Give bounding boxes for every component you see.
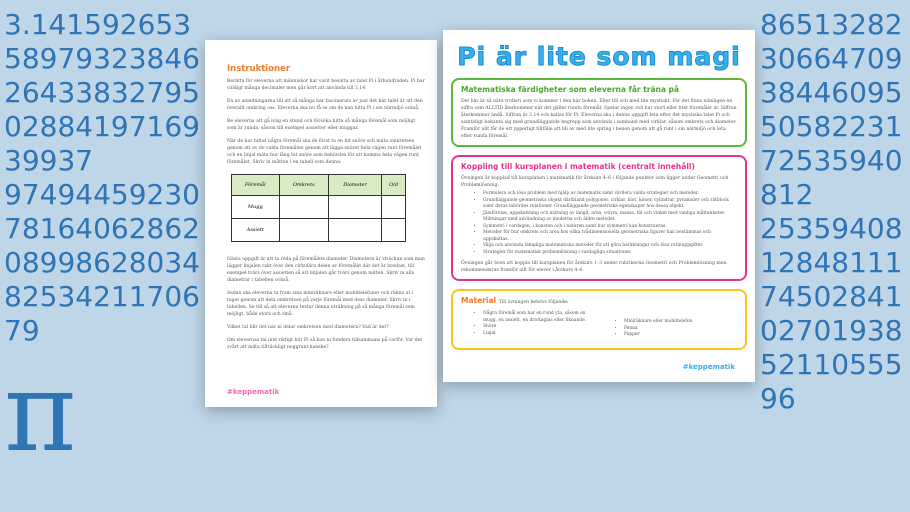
pi-symbol: π: [4, 348, 77, 476]
page-title: Pi är lite som magi: [457, 42, 741, 71]
list-item: • Välja och använda lämpliga matematiska metoder för att göra beräkningar och lösa rutinuppgifter.: [483, 243, 737, 250]
list-item: • Strategier för matematisk problemlösning i vardagliga situationer.: [483, 250, 737, 257]
paragraph: En av anledningarna till att så många har fascinerats av just det här talet är att den överallt omkring oss. Eleverna ska nu få se om de kan hitta Pi i sin närmiljö också.: [227, 99, 423, 111]
table-header: Diameter: [329, 175, 382, 196]
overview-page: [443, 30, 755, 382]
curriculum-intro: Övningen är kopplad till kursplanen i matematik för årskurs 4–6 i följande punkter som ligger under Geometri och Problemlösning:: [461, 176, 729, 188]
table-row: [232, 196, 406, 219]
skills-text: Det här är så nära trolleri som vi kommer i den här boken. Eller till och med lite mystiskt. För det finns nämligen en siffra som ALLTID återkommer när det gäller runda föremål. Spelar ingen roll hur stort eller litet föremålet är. Siffran återkommer ändå. Siffran är 3.14 och kallas för Pi. Eleverna ska i denna uppgift leta efter det mystiska talet Pi och samtidigt bekanta sig med grundläggande begrepp som används i samband med cirklar, såsom omkrets och diameter. Framför allt får de ett ypperligt tillfälle att bli av med lite spring i benen genom att gå runt i sin närmiljö och leta efter runda föremål.: [461, 99, 737, 139]
instructions-heading: Instruktioner: [227, 64, 291, 74]
paragraph: Berätta för eleverna att människor har varit besatta av talet Pi i århundraden. Pi har väldigt många decimaler men går kort att använda till 3,14.: [227, 79, 425, 91]
table-cell: Assiett: [232, 219, 280, 242]
table-cell: [329, 219, 382, 242]
paragraph: När de har hittat några föremål ska de först ta en bit snöre och mäta omkretsen genom att av de valda föremålen genom att lägga snöret hela vägen runt föremålet och en linjal mäta hur lång bit snöre som behövdes för att komma hela vägen runt föremålet. Skriv in måtten i en tabell som denna:: [227, 139, 422, 165]
keppematik-logo: #keppematik: [227, 388, 280, 396]
measurement-table: [231, 174, 406, 242]
material-box: [451, 289, 747, 350]
pi-digits-ring-4: 253594081284811174502841027019385211055596: [760, 212, 903, 415]
table-cell: [279, 196, 328, 219]
material-heading-row: [461, 296, 737, 308]
table-cell: [382, 219, 406, 242]
material-intro: Till övningen behövs följande:: [498, 300, 569, 305]
table-header-row: [232, 175, 406, 196]
table-cell: [329, 196, 382, 219]
material-heading: Material: [461, 296, 497, 305]
list-item: • Formulera och lösa problem med hjälp av matematik samt värdera valda strategier och metoder.: [483, 191, 737, 198]
table-header: O/d: [382, 175, 406, 196]
list-item: • Papper: [624, 332, 737, 339]
skills-heading: Matematiska färdigheter som eleverna får träna på: [461, 85, 679, 94]
list-item: • Metoder för hur omkrets och area hos olika tvådimensionella geometriska figurer kan bestämmas och uppskattas.: [483, 230, 737, 243]
table-cell: Mugg: [232, 196, 280, 219]
table-cell: [279, 219, 328, 242]
pi-digits-ring-1: 3.14159265358979323846264338327950288419716939937: [4, 8, 200, 177]
keppematik-logo: #keppematik: [682, 362, 735, 371]
paragraph: Sedan ska eleverna ta fram sina miniräknare eller mobiltelefoner och räkna ut i taget genom att dela omkretsen på varje föremål med dess diameter. Skriv in i tabellen. Se till så att eleverna testar denna uträkning på så många föremål som möjligt, både stora och små.: [227, 291, 415, 317]
material-lists: [461, 311, 737, 343]
table-row: [232, 219, 406, 242]
list-item: • Jämförelse, uppskattning och mätning av längd, area, volym, massa, tid och vinkel med vanliga måttenheter. Mätningar med användning av moderna och äldre metoder.: [483, 211, 737, 224]
list-item: • Linjal: [483, 331, 596, 338]
material-list-left: [461, 311, 596, 339]
list-item: • Grundläggande geometriska objekt däribland polygoner, cirklar, klot, koner, cylindrar, pyramider och rätblock samt deras inbördes relationer. Grundläggande geometriska egenskaper hos dessa objekt.: [483, 198, 737, 211]
skills-box: [451, 78, 747, 147]
curriculum-heading: Koppling till kursplanen i matematik (centralt innehåll): [461, 162, 695, 171]
table-header: Omkrets: [279, 175, 328, 196]
table-header: Föremål: [232, 175, 280, 196]
material-list-right: [602, 311, 737, 339]
pi-digits-left: [4, 8, 200, 476]
table-cell: [382, 196, 406, 219]
list-item: • Penna: [624, 326, 737, 333]
paragraph: Vilket tal blir det när ni delar omkretsen med diametern? Vad är det?: [227, 325, 389, 330]
instructions-page: [205, 40, 437, 407]
list-item: • Några föremål som har en rund yta, såsom en mugg, en assiett, en drickaglas eller liknande.: [483, 311, 596, 324]
curriculum-outro: Övningen går även att koppla till kursplanen för årskurs 1–3 under rubrikerna Geometri och Problemlösning men rekommenderas framför allt för elever i årskurs 4–6.: [461, 261, 727, 273]
pi-digits-right: [760, 8, 906, 416]
paragraph: Om elevernas tal inte riktigt blir Pi så kan ni fundera tillsammans på varför. Var det svårt att mäta tillräckligt noggrant kanske?: [227, 338, 423, 350]
paragraph: Nästa uppgift är att ta reda på föremålets diameter. Diametern är sträckan som man lägger linjalen rakt över den cirkulära delen av föremålet där det är bredast, till exempel tvärs över assietten så att linjalen går tvärs genom mitten. Skriv in alla diametrar i tabellen också.: [227, 257, 425, 283]
curriculum-box: [451, 155, 747, 281]
curriculum-list: [461, 191, 737, 256]
paragraph: Be eleverna att gå iväg en stund och försöka hitta så många föremål som möjligt som är runda, såsom till exempel assietter eller muggar.: [227, 119, 416, 131]
list-item: • Symmetri i vardagen, i konsten och i naturen samt hur symmetri kan konstrueras.: [483, 224, 737, 231]
list-item: • Miniräknare eller mobiltelefon: [624, 319, 737, 326]
pi-digits-ring-3: 8651328230664709384460955058223172535940812: [760, 8, 903, 211]
list-item: • Snöre: [483, 324, 596, 331]
pi-digits-ring-2: 9749445923078164062862089986280348253421170679: [4, 178, 200, 347]
